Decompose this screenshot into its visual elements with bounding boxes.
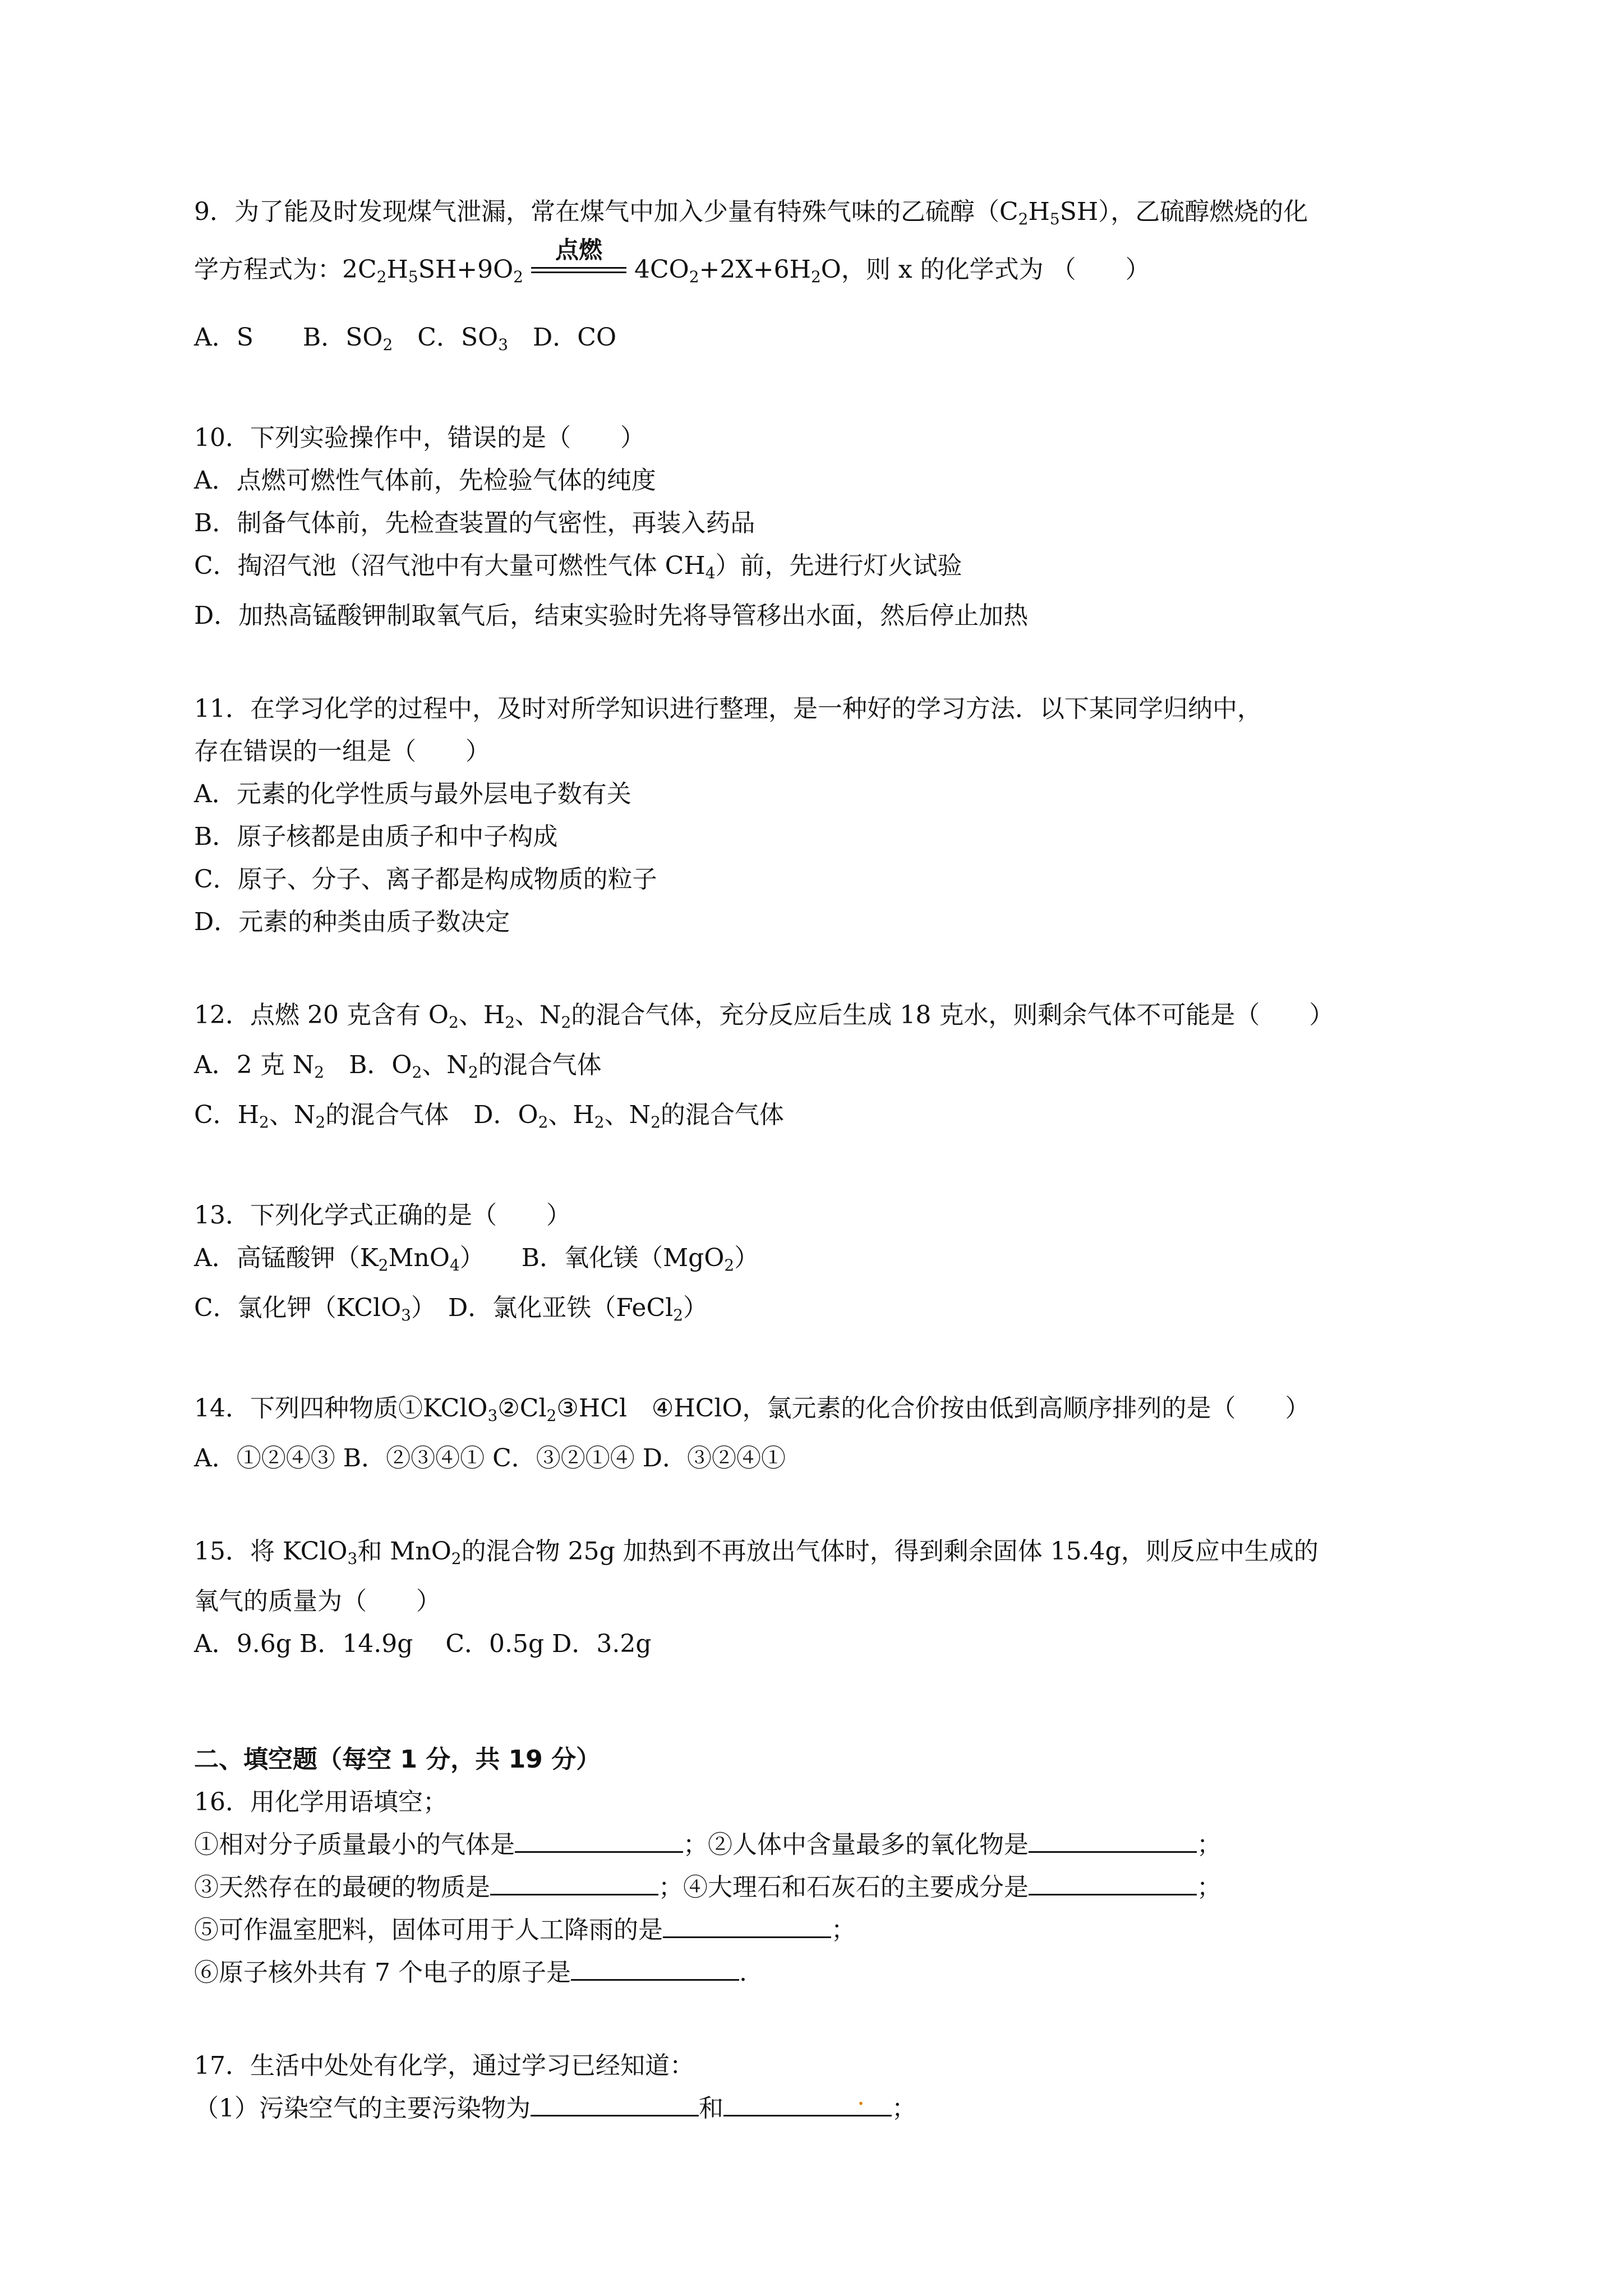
q11-stem-line-2: 存在错误的一组是（ ） xyxy=(194,737,490,766)
q16-line-4: ⑥原子核外共有 7 个电子的原子是 . xyxy=(194,1952,1445,1994)
answer-blank[interactable] xyxy=(1029,1829,1197,1853)
answer-blank[interactable] xyxy=(571,1957,739,1981)
q16-stem: 16．用化学用语填空； xyxy=(194,1788,448,1816)
q11-option-b: B．原子核都是由质子和中子构成 xyxy=(194,822,558,851)
q12-stem: 12．点燃 20 克含有 $O_2$、$H_2$、$N_2$的混合气体，充分反应后生成 18 克水，则剩余气体不可能是（ ） xyxy=(194,1001,1334,1032)
q13-options-ab: A．高锰酸钾$(K_2MnO_4)$ B．氧化镁（MgO$_2$） xyxy=(194,1244,759,1274)
answer-blank[interactable] xyxy=(663,1914,831,1938)
question-15 xyxy=(194,1530,1445,1665)
question-13 xyxy=(194,1194,1445,1337)
q17-stem: 17．生活中处处有化学，通过学习已经知道： xyxy=(194,2051,694,2080)
question-9 xyxy=(194,191,1445,366)
q10-option-d: D．加热高锰酸钾制取氧气后，结束实验时先将导管移出水面，然后停止加热 xyxy=(194,601,1029,630)
q11-stem-line-1: 11．在学习化学的过程中，及时对所学知识进行整理，是一种好的学习方法．以下某同学归纳中， xyxy=(194,694,1262,723)
q16-line-2: ③天然存在的最硬的物质是 ；④大理石和石灰石的主要成分是 ； xyxy=(194,1866,1445,1909)
q14-stem: 14．下列四种物质$①KClO_3②Cl_2③HCl$ ④HClO，氯元素的化合价按由低到高顺序排列的是（ ） xyxy=(194,1394,1310,1425)
q10-stem: 10．下列实验操作中，错误的是（ ） xyxy=(194,424,645,452)
q11-option-d: D．元素的种类由质子数决定 xyxy=(194,908,510,936)
q10-option-b: B．制备气体前，先检查装置的气密性，再装入药品 xyxy=(194,509,755,537)
reaction-condition-equals xyxy=(531,236,626,283)
section-2-title: 二、填空题（每空 1 分，共 19 分） xyxy=(194,1745,601,1774)
answer-blank[interactable] xyxy=(515,1829,683,1853)
q14-options: A．①②④③ B．②③④① C．③②①④ D．③②④① xyxy=(194,1444,786,1473)
q9-options: A．S B．$SO_2$ C．$SO_3$ D．CO xyxy=(194,323,617,354)
q10-option-c: C．掏沼气池（沼气池中有大量可燃性气体 $CH_4$）前，先进行灯火试验 xyxy=(194,551,962,582)
q13-options-cd: C．氯化钾（KClO$_3$） D．氯化亚铁（FeCl$_2$） xyxy=(194,1294,708,1324)
q9-stem-line-1: 9．为了能及时发现煤气泄漏，常在煤气中加入少量有特殊气味的乙硫醇$(C_2H_5SH)$，乙硫醇燃烧的化 xyxy=(194,197,1308,228)
q11-option-c: C．原子、分子、离子都是构成物质的粒子 xyxy=(194,865,657,894)
question-12 xyxy=(194,994,1445,1144)
answer-blank[interactable] xyxy=(531,2092,699,2116)
answer-blank[interactable] xyxy=(490,1871,658,1895)
page-content xyxy=(194,191,1445,2180)
answer-blank[interactable] xyxy=(1029,1871,1197,1895)
question-16 xyxy=(194,1781,1445,1994)
q15-options: A．9.6g B．14.9g C．0.5g D．3.2g xyxy=(194,1630,652,1658)
q15-stem-line-1: 15．将 KClO$_3$和 MnO$_2$的混合物 25g 加热到不再放出气体时，得到剩余固体 15.4g，则反应中生成的 xyxy=(194,1537,1318,1568)
reaction-condition-label: 点燃 xyxy=(555,236,602,264)
q11-option-a: A．元素的化学性质与最外层电子数有关 xyxy=(194,780,631,808)
q17-line-1: （1）污染空气的主要污染物为 和. ； xyxy=(194,2087,1445,2130)
answer-blank[interactable] xyxy=(723,2092,892,2116)
q13-stem: 13．下列化学式正确的是（ ） xyxy=(194,1201,571,1230)
q9-stem-line-2: 学方程式为：$2C_2H_5SH+9O_2$ 点燃 $4CO_2+2X+6H_2O$，则 x 的化学式为 （ ） xyxy=(194,249,1445,298)
q16-line-3: ⑤可作温室肥料，固体可用于人工降雨的是 ； xyxy=(194,1909,1445,1952)
q12-options-ab: A．2 克 $N_2$ B．$O_2$、$N_2$的混合气体 xyxy=(194,1051,602,1082)
q15-stem-line-2: 氧气的质量为（ ） xyxy=(194,1587,441,1616)
q10-option-a: A．点燃可燃性气体前，先检验气体的纯度 xyxy=(194,466,656,495)
question-11 xyxy=(194,688,1445,944)
q12-options-cd: C．$H_2$、$N_2$的混合气体 D．$O_2$、$H_2$、$N_2$的混合气体 xyxy=(194,1101,784,1131)
q16-line-1: ①相对分子质量最小的气体是 ；②人体中含量最多的氧化物是 ； xyxy=(194,1824,1445,1866)
question-10 xyxy=(194,417,1445,637)
question-14 xyxy=(194,1387,1445,1480)
question-17 xyxy=(194,2045,1445,2130)
